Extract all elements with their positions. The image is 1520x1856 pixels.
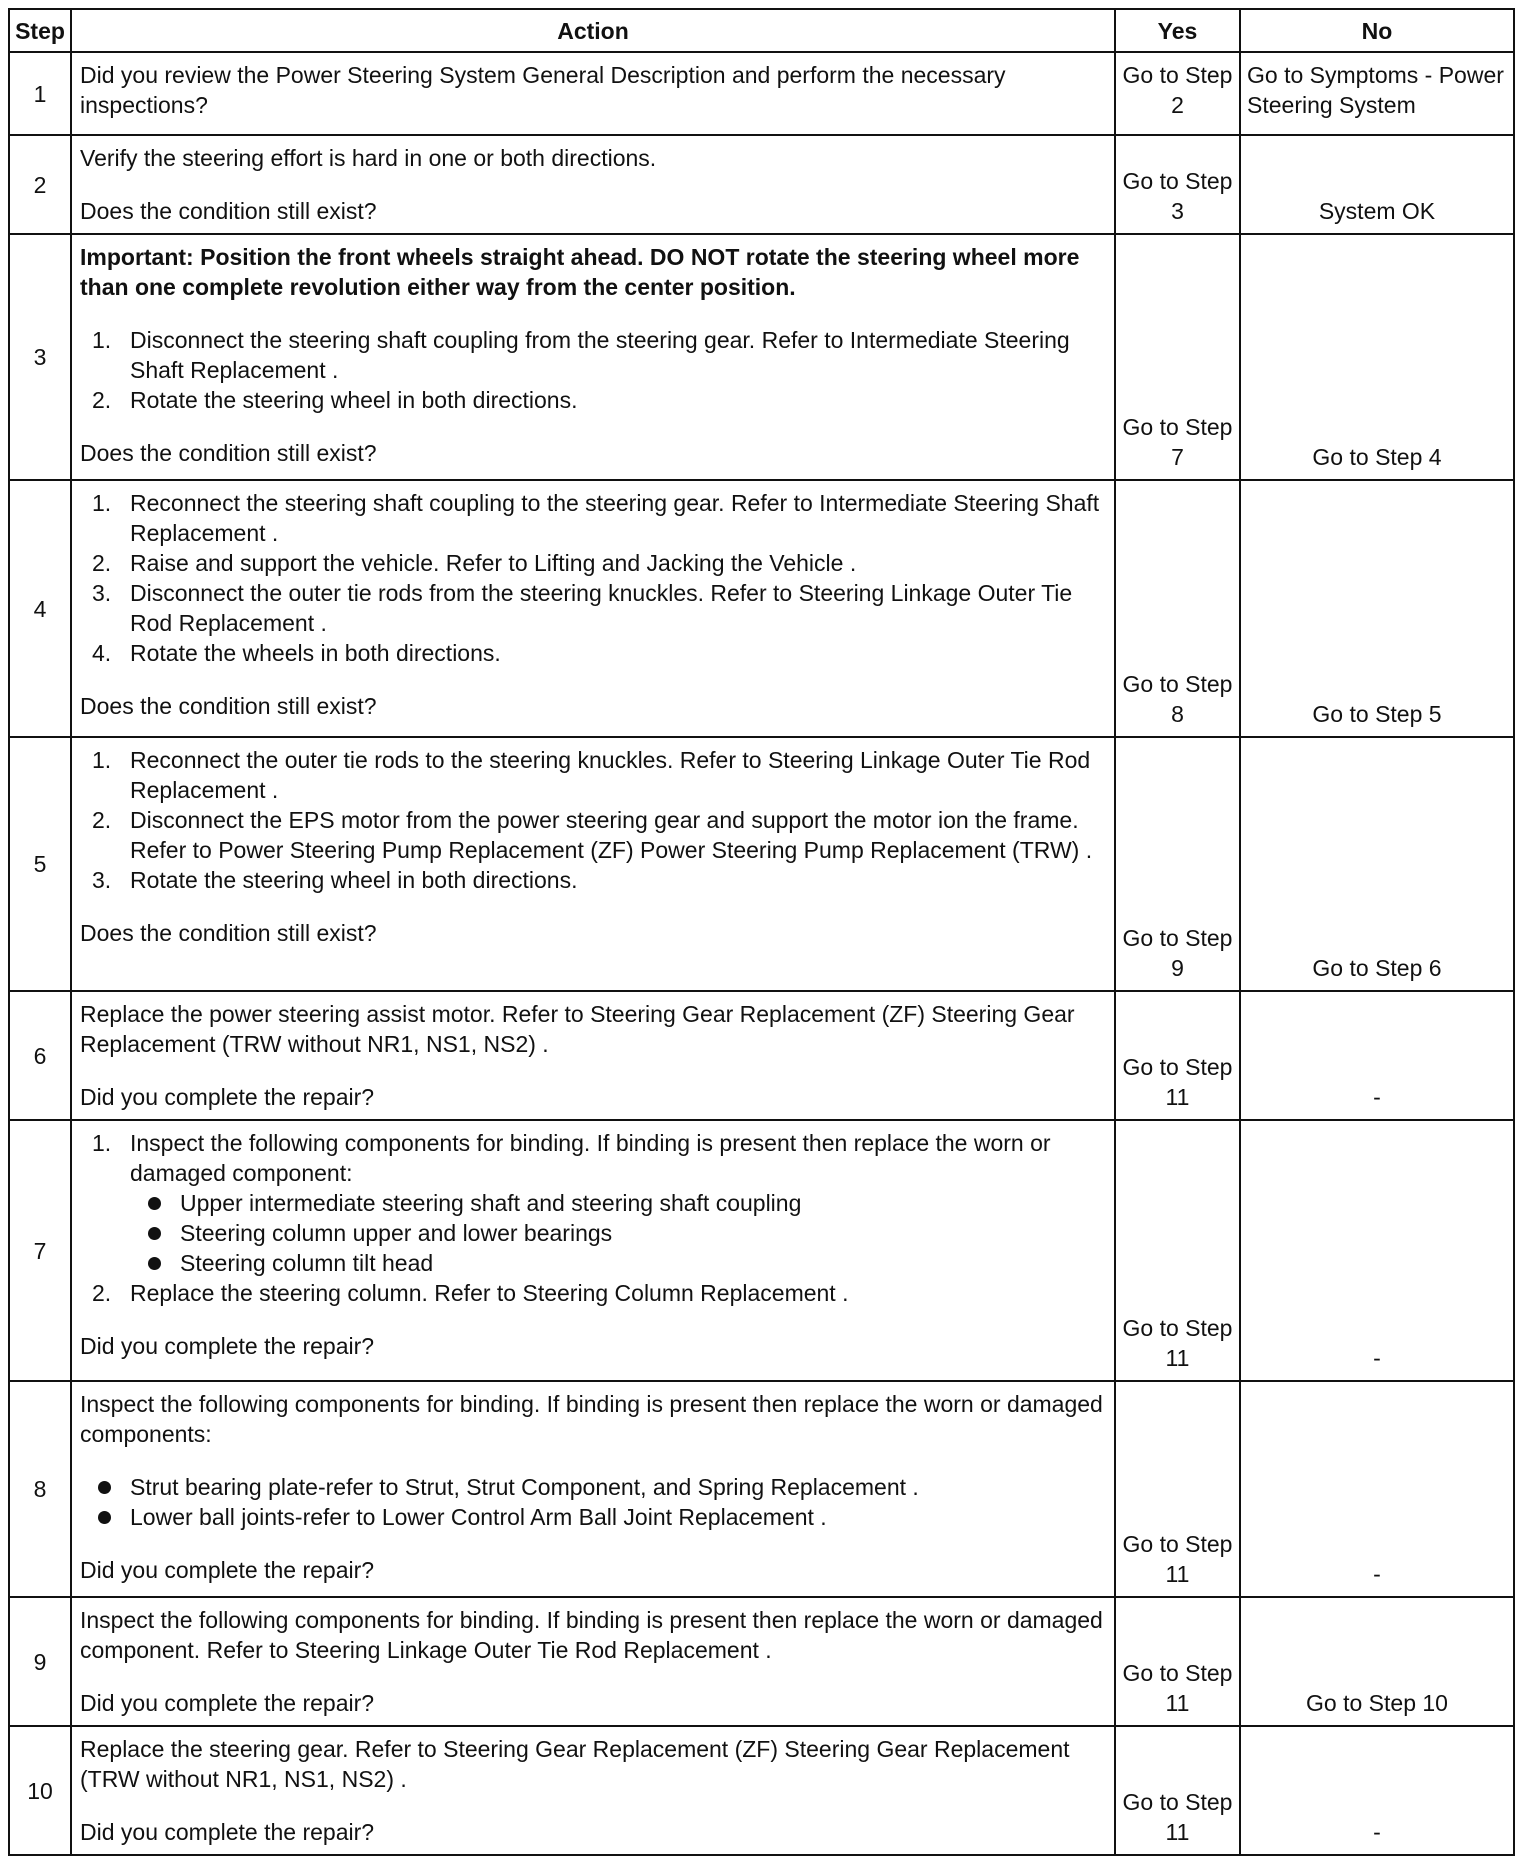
- no-cell: Go to Step 10: [1240, 1597, 1514, 1726]
- bullet-list: [80, 1472, 1106, 1532]
- table-row: [9, 991, 1514, 1120]
- yes-cell: Go to Step 11: [1115, 1597, 1240, 1726]
- yes-cell: Go to Step 7: [1115, 234, 1240, 480]
- table-row: [9, 135, 1514, 234]
- table-row: [9, 1597, 1514, 1726]
- numbered-list: [80, 1128, 1106, 1308]
- yes-cell: Go to Step 11: [1115, 1726, 1240, 1855]
- list-item: 2. Rotate the steering wheel in both directions.: [92, 387, 578, 413]
- bullet-icon: [148, 1257, 161, 1270]
- numbered-list: [80, 488, 1106, 668]
- list-item: 1. Inspect the following components for binding. If binding is present then replace the worn or damaged component: Upper intermediate steering shaft and steering shaft coupling Steering column upper and lower bearings Steering column tilt head: [80, 1128, 1106, 1278]
- action-cell: [71, 737, 1115, 991]
- list-item: 3. Rotate the steering wheel in both directions.: [92, 867, 578, 893]
- list-item: 1. Reconnect the steering shaft coupling to the steering gear. Refer to Intermediate Steering Shaft Replacement .: [92, 490, 1100, 546]
- action-cell: [71, 991, 1115, 1120]
- no-cell: Go to Symptoms - Power Steering System: [1240, 52, 1514, 135]
- list-item: 2. Replace the steering column. Refer to Steering Column Replacement .: [92, 1280, 849, 1306]
- step-number: 10: [9, 1726, 71, 1855]
- action-text: Inspect the following components for binding. If binding is present then replace the worn or damaged component. Refer to Steering Linkage Outer Tie Rod Replacement .: [80, 1607, 1103, 1663]
- header-yes: Yes: [1115, 9, 1240, 52]
- action-cell: [71, 234, 1115, 480]
- action-text: Replace the steering gear. Refer to Steering Gear Replacement (ZF) Steering Gear Replacement (TRW without NR1, NS1, NS2) .: [80, 1736, 1070, 1792]
- header-step: Step: [9, 9, 71, 52]
- bullet-item: Steering column tilt head: [130, 1248, 1106, 1278]
- table-row: [9, 737, 1514, 991]
- yes-cell: Go to Step 8: [1115, 480, 1240, 737]
- important-note: Important: Position the front wheels straight ahead. DO NOT rotate the steering wheel more than one complete revolution either way from the center position.: [80, 244, 1080, 300]
- list-item: 1. Reconnect the outer tie rods to the steering knuckles. Refer to Steering Linkage Outer Tie Rod Replacement .: [92, 747, 1091, 803]
- table-row: [9, 1120, 1514, 1381]
- step-number: 7: [9, 1120, 71, 1381]
- bullet-item: Steering column upper and lower bearings: [130, 1218, 1106, 1248]
- yes-cell: Go to Step 2: [1115, 52, 1240, 135]
- action-cell: [71, 1726, 1115, 1855]
- action-question: Did you complete the repair?: [80, 1557, 375, 1583]
- no-cell: -: [1240, 1120, 1514, 1381]
- action-text: Replace the power steering assist motor. Refer to Steering Gear Replacement (ZF) Steering Gear Replacement (TRW without NR1, NS1, NS2) .: [80, 1001, 1075, 1057]
- step-number: 3: [9, 234, 71, 480]
- action-question: Does the condition still exist?: [80, 440, 377, 466]
- step-number: 6: [9, 991, 71, 1120]
- list-item: 2. Raise and support the vehicle. Refer to Lifting and Jacking the Vehicle .: [92, 550, 857, 576]
- action-question: Did you complete the repair?: [80, 1819, 375, 1845]
- header-action: Action: [71, 9, 1115, 52]
- numbered-list: [80, 325, 1106, 415]
- table-row: [9, 480, 1514, 737]
- action-text: Did you review the Power Steering System General Description and perform the necessary inspections?: [80, 62, 1006, 118]
- action-cell: [71, 480, 1115, 737]
- step-number: 4: [9, 480, 71, 737]
- step-number: 8: [9, 1381, 71, 1597]
- action-question: Did you complete the repair?: [80, 1084, 375, 1110]
- action-cell: [71, 1381, 1115, 1597]
- bullet-item: Upper intermediate steering shaft and steering shaft coupling: [130, 1188, 1106, 1218]
- no-cell: Go to Step 5: [1240, 480, 1514, 737]
- action-question: Does the condition still exist?: [80, 920, 377, 946]
- yes-cell: Go to Step 9: [1115, 737, 1240, 991]
- action-cell: [71, 1120, 1115, 1381]
- no-cell: -: [1240, 991, 1514, 1120]
- table-row: [9, 1381, 1514, 1597]
- action-cell: [71, 135, 1115, 234]
- header-no: No: [1240, 9, 1514, 52]
- action-text: Verify the steering effort is hard in one or both directions.: [80, 145, 657, 171]
- action-question: Did you complete the repair?: [80, 1333, 375, 1359]
- list-item: 3. Disconnect the outer tie rods from the steering knuckles. Refer to Steering Linkage Outer Tie Rod Replacement .: [92, 580, 1073, 636]
- no-cell: System OK: [1240, 135, 1514, 234]
- step-number: 5: [9, 737, 71, 991]
- bullet-item: Strut bearing plate-refer to Strut, Strut Component, and Spring Replacement .: [80, 1472, 1106, 1502]
- step-number: 1: [9, 52, 71, 135]
- list-item: 2. Disconnect the EPS motor from the power steering gear and support the motor ion the frame. Refer to Power Steering Pump Replacement (ZF) Power Steering Pump Replacement (TRW) .: [92, 807, 1093, 863]
- action-text: Inspect the following components for binding. If binding is present then replace the worn or damaged components:: [80, 1391, 1103, 1447]
- action-cell: [71, 1597, 1115, 1726]
- bullet-icon: [98, 1481, 111, 1494]
- table-row: [9, 1726, 1514, 1855]
- action-question: Does the condition still exist?: [80, 693, 377, 719]
- action-cell: [71, 52, 1115, 135]
- yes-cell: Go to Step 11: [1115, 1120, 1240, 1381]
- diagnostic-table: [8, 8, 1515, 1856]
- table-row: [9, 234, 1514, 480]
- header-row: [9, 9, 1514, 52]
- action-question: Does the condition still exist?: [80, 198, 377, 224]
- numbered-list: [80, 745, 1106, 895]
- step-number: 9: [9, 1597, 71, 1726]
- no-cell: Go to Step 4: [1240, 234, 1514, 480]
- list-item: 4. Rotate the wheels in both directions.: [92, 640, 501, 666]
- list-item: 1. Disconnect the steering shaft coupling from the steering gear. Refer to Intermediate Steering Shaft Replacement .: [92, 327, 1070, 383]
- bullet-list: [130, 1188, 1106, 1278]
- yes-cell: Go to Step 11: [1115, 991, 1240, 1120]
- yes-cell: Go to Step 3: [1115, 135, 1240, 234]
- yes-cell: Go to Step 11: [1115, 1381, 1240, 1597]
- bullet-icon: [148, 1227, 161, 1240]
- step-number: 2: [9, 135, 71, 234]
- bullet-item: Lower ball joints-refer to Lower Control Arm Ball Joint Replacement .: [80, 1502, 1106, 1532]
- bullet-icon: [98, 1511, 111, 1524]
- action-question: Did you complete the repair?: [80, 1690, 375, 1716]
- table-row: [9, 52, 1514, 135]
- no-cell: Go to Step 6: [1240, 737, 1514, 991]
- no-cell: -: [1240, 1381, 1514, 1597]
- no-cell: -: [1240, 1726, 1514, 1855]
- bullet-icon: [148, 1197, 161, 1210]
